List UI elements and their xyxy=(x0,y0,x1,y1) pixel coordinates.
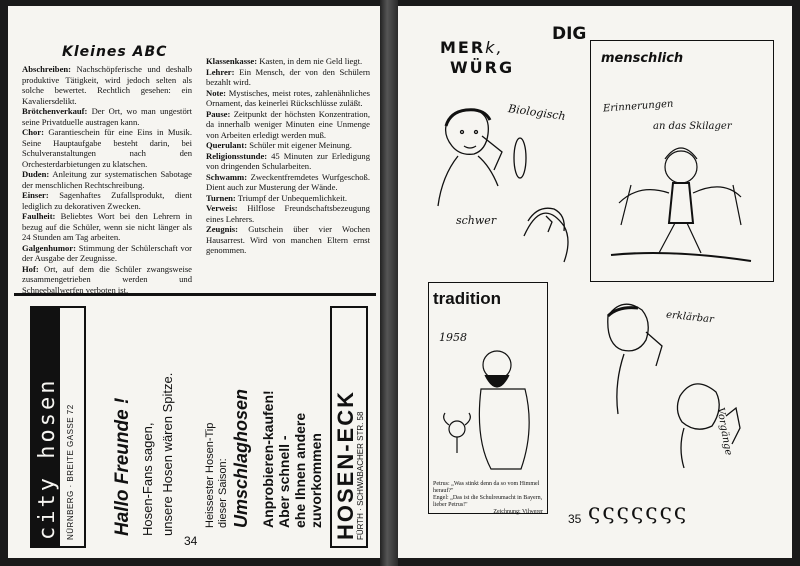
glossary-entry: Zeugnis: Gutschein über vier Wochen Hausarrest. Wird von manchen Eltern ernst genommen. xyxy=(206,224,370,255)
label-vorgaenge: Vorgänge xyxy=(714,406,734,457)
ad-product: Umschlaghosen xyxy=(231,388,251,528)
ad-text-line: Anprobieren-kaufen! xyxy=(260,390,276,528)
glossary-entry: Einser: Sagenhaftes Zufallsprodukt, dient lediglich zu dekorativen Zwecken. xyxy=(22,190,192,211)
tradition-panel xyxy=(428,282,548,514)
glossary-entry: Note: Mystisches, meist rotes, zahlenähnliches Ornament, das keinerlei Rückschlüsse zuläßt. xyxy=(206,87,370,108)
ad-headline: Hallo Freunde ! xyxy=(112,397,133,536)
label-skilager: an das Skilager xyxy=(653,121,732,132)
year-label: 1958 xyxy=(439,331,467,344)
city-hosen-logo: city hosen xyxy=(35,377,60,540)
question-marks-decoration: ςςςςςςς xyxy=(588,500,689,525)
glossary-entry: Galgenhumor: Stimmung der Schülerschaft vor der Ausgabe der Zeugnisse. xyxy=(22,242,192,263)
ad-text-line: dieser Saison: xyxy=(217,458,229,528)
glossary-entry: Duden: Anleitung zur systematischen Sabotage der menschlichen Rechtschreibung. xyxy=(22,169,192,190)
glossary-entry: Pause: Zeitpunkt der höchsten Konzentration, da innerhalb weniger Minuten eine Unmenge von Arbeiten erledigt werden muß. xyxy=(206,108,371,140)
ad-text-line: Hosen-Fans sagen, xyxy=(140,422,155,536)
glossary-entry: Religionsstunde: 45 Minuten zur Erledigung von dringenden Schularbeiten. xyxy=(206,150,370,171)
wurg-heading: WÜRG xyxy=(450,58,515,77)
glossary-entry: Faulheit: Beliebtes Wort bei den Lehrern in bezug auf die Schüler, wenn sie nicht länger als 24 Stunden am Tag arbeiten. xyxy=(22,211,192,242)
ad-text-line: unsere Hosen wären Spitze. xyxy=(160,372,175,536)
hosen-eck-address: FÜRTH · SCHWABACHER STR. 58 xyxy=(356,411,365,540)
glossary-entry: Schwamm: Zweckentfremdetes Wurfgeschoß. Dient auch zur Musterung der Wände. xyxy=(206,171,370,192)
section-divider xyxy=(14,293,376,296)
glossary-column-2 xyxy=(206,56,370,256)
label-erinnerungen: Erinnerungen xyxy=(602,98,674,115)
hosen-eck-ad xyxy=(330,306,368,548)
ad-text-line: Aber schnell - xyxy=(276,435,292,528)
merk-heading: MERk, xyxy=(440,38,504,57)
city-hosen-ad xyxy=(30,306,86,548)
city-hosen-address: NÜRNBERG · BREITE GASSE 72 xyxy=(66,404,75,540)
glossary-entry: Klassenkasse: Kasten, in dem nie Geld liegt. xyxy=(206,56,363,66)
ad-text-line: Heissester Hosen-Tip xyxy=(204,422,216,528)
right-page xyxy=(398,6,792,558)
ad-text-line: ehe Ihnen andere xyxy=(292,412,308,528)
menschlich-panel xyxy=(590,40,774,282)
glossary-entry: Chor: Garantieschein für eine Eins in Musik. Seine Hauptaufgabe besteht darin, bei Schulveranstaltungen nach den Orchesterdarbietungen zu klatschen. xyxy=(22,127,192,169)
page-number: 35 xyxy=(568,512,582,526)
glossary-entry: Lehrer: Ein Mensch, der von den Schülern bezahlt wird. xyxy=(206,66,370,87)
tradition-title: tradition xyxy=(433,289,501,308)
left-page xyxy=(8,6,380,558)
glossary-title: Kleines ABC xyxy=(62,44,168,60)
dig-heading: DIG xyxy=(552,24,587,44)
glossary-entry: Verweis: Hilflose Freundschaftsbezeugung eines Lehrers. xyxy=(206,203,370,224)
cartoon-caption: Petrus: „Was stinkt denn da so vom Himmel herauf?" Engel: „Das ist die Schulreumacht in Bayern, lieber Petrus!" Zeichnung: Vilwerer xyxy=(433,481,543,515)
book-spine xyxy=(380,0,398,566)
page-number: 34 xyxy=(184,534,198,548)
glossary-entry: Abschreiben: Nachschöpferische und deshalb produktive Tätigkeit, wird jedoch selten als solche bewertet. Rechtlich gesehen: ein Kavaliersdelikt. xyxy=(22,64,192,106)
ad-text-line: zuvorkommen xyxy=(308,433,324,528)
glossary-entry: Turnen: Triumpf der Unbequemlichkeit. xyxy=(206,192,348,203)
glossary-column-1 xyxy=(22,64,192,295)
glossary-entry: Querulant: Schüler mit eigener Meinung. xyxy=(206,140,352,150)
glossary-entry: Brötchenverkauf: Der Ort, wo man ungestört seine Privatduelle austragen kann. xyxy=(22,106,192,127)
petrus-illustration xyxy=(437,339,541,479)
label-erklaerbar: erklärbar xyxy=(665,309,715,326)
glossary-entry: Hof: Ort, auf dem die Schüler zwangsweise zusammengetrieben werden und Schneeballwerfen verboten ist. xyxy=(22,263,192,295)
label-biologisch: Biologisch xyxy=(507,102,567,123)
menschlich-title: menschlich xyxy=(601,51,684,66)
label-schwer: schwer xyxy=(456,214,497,227)
skier-illustration xyxy=(601,137,761,277)
hosen-eck-logo: HOSEN-ECK xyxy=(333,389,358,540)
